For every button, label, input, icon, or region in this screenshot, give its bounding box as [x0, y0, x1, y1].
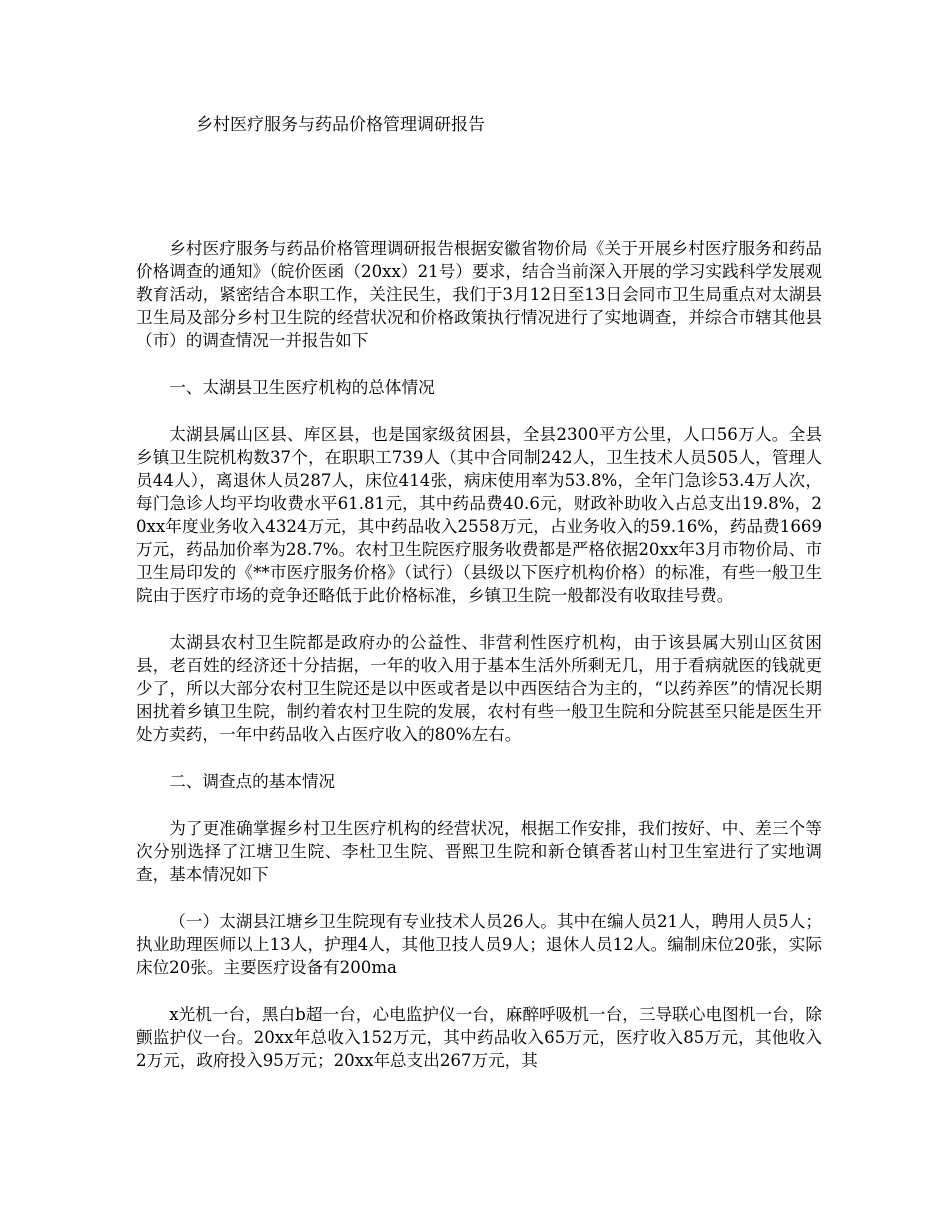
paragraph-equipment: x光机一台，黑白b超一台，心电监护仪一台，麻醉呼吸机一台，三导联心电图机一台，除颤监护仪一台。20xx年总收入152万元，其中药品收入65万元，医疗收入85万元，其他收入2万元，政府投入95万元；20xx年总支出267万元，其 — [136, 1005, 822, 1070]
document-title: 乡村医疗服务与药品价格管理调研报告 — [196, 115, 485, 135]
section-heading-1: 一、太湖县卫生医疗机构的总体情况 — [169, 378, 435, 397]
paragraph-intro: 乡村医疗服务与药品价格管理调研报告根据安徽省物价局《关于开展乡村医疗服务和药品价格调查的通知》（皖价医函（20xx）21号）要求，结合当前深入开展的学习实践科学发展观教育活动，紧密结合本职工作，关注民生，我们于3月12日至13日会同市卫生局重点对太湖县卫生局及部分乡村卫生院的经营状况和价格政策执行情况进行了实地调查，并综合市辖其他县（市）的调查情况一并报告如下 — [136, 239, 822, 350]
paragraph-public-welfare: 太湖县农村卫生院都是政府办的公益性、非营利性医疗机构，由于该县属大别山区贫困县，老百姓的经济还十分拮据，一年的收入用于基本生活外所剩无几，用于看病就医的钱就更少了，所以大部分农村卫生院还是以中医或者是以中西医结合为主的，“以药养医”的情况长期困扰着乡镇卫生院，制约着农村卫生院的发展，农村有些一般卫生院和分院甚至只能是医生开处方卖药，一年中药品收入占医疗收入的80%左右。 — [136, 633, 822, 744]
paragraph-survey-points: 为了更准确掌握乡村卫生医疗机构的经营状况，根据工作安排，我们按好、中、差三个等次分别选择了江塘卫生院、李杜卫生院、晋熙卫生院和新仓镇香茗山村卫生室进行了实地调查，基本情况如下 — [136, 819, 822, 884]
section-heading-2: 二、调查点的基本情况 — [169, 772, 336, 791]
paragraph-jiangtang: （一）太湖县江塘乡卫生院现有专业技术人员26人。其中在编人员21人，聘用人员5人；执业助理医师以上13人，护理4人，其他卫技人员9人；退休人员12人。编制床位20张，实际床位20张。主要医疗设备有200ma — [136, 912, 822, 977]
document-body — [136, 237, 822, 1096]
paragraph-overview: 太湖县属山区县、库区县，也是国家级贫困县，全县2300平方公里，人口56万人。全县乡镇卫生院机构数37个，在职职工739人（其中合同制242人，卫生技术人员505人，管理人员44人），离退休人员287人，床位414张，病床使用率为53.8%，全年门急诊53.4万人次，每门急诊人均平均收费水平61.81元，其中药品费40.6元，财政补助收入占总支出19.8%，20xx年度业务收入4324万元，其中药品收入2558万元，占业务收入的59.16%，药品费1669万元，药品加价率为28.7%。农村卫生院医疗服务收费都是严格依据20xx年3月市物价局、市卫生局印发的《**市医疗服务价格》（试行）（县级以下医疗机构价格）的标准，有些一般卫生院由于医疗市场的竞争还略低于此价格标准，乡镇卫生院一般都没有收取挂号费。 — [136, 425, 822, 605]
